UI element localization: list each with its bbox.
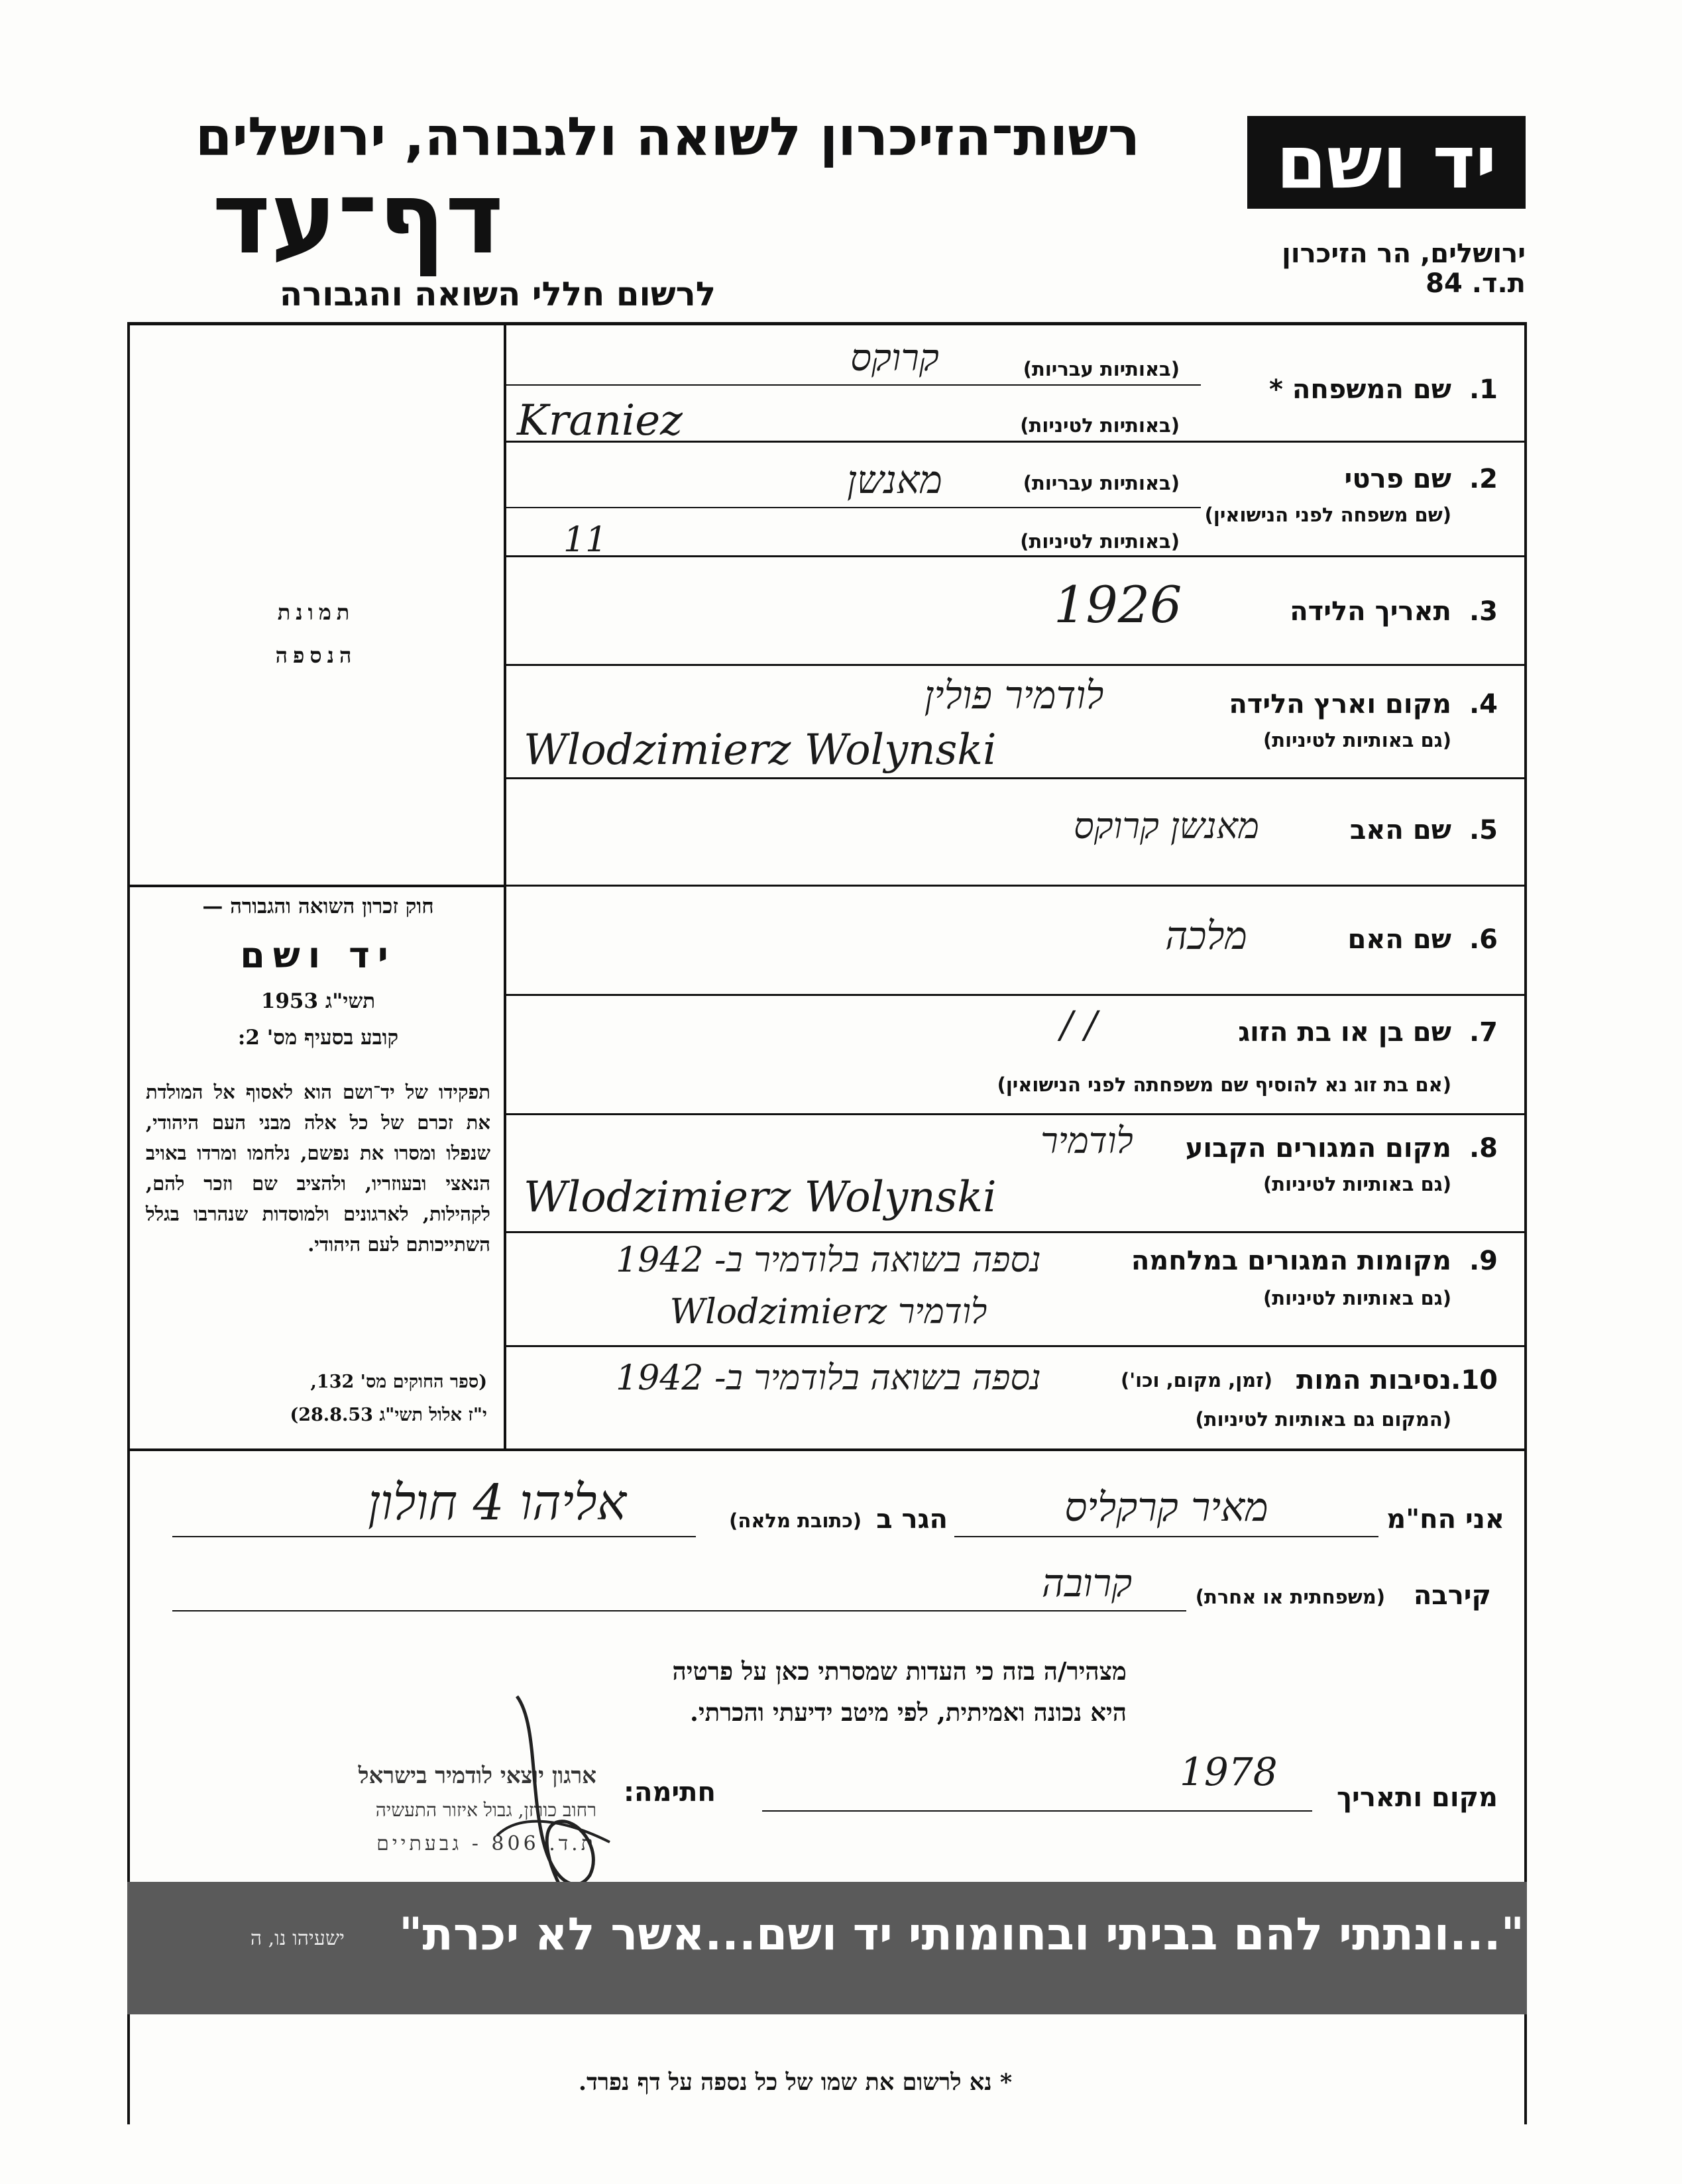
signature-label: חתימה: <box>623 1777 716 1808</box>
f6-value[interactable]: מלכה <box>1165 913 1247 958</box>
f4-value-hebrew[interactable]: לודמיר פולין <box>924 673 1104 718</box>
logo-address-line1: ירושלים, הר הזיכרון <box>1282 239 1526 269</box>
f9-value-line1[interactable]: נספה בשואה בלודמיר ב- 1942 <box>616 1240 1041 1280</box>
f1-sub-heb: (באותיות עבריות) <box>1023 358 1180 380</box>
f4-value-latin[interactable]: Wlodzimierz Wolynski <box>524 726 997 775</box>
f2-value-hebrew[interactable]: מאנשן <box>847 457 942 502</box>
f4-sub: (גם באותיות לטיניות) <box>1263 729 1451 751</box>
declarant-name-line <box>954 1536 1378 1537</box>
logo-text: יד ושם <box>1276 120 1497 205</box>
f8-label: מקום המגורים הקבוע <box>1185 1133 1451 1164</box>
f10-label-paren: (זמן, מקום, וכו') <box>1121 1369 1272 1392</box>
stamp-line3: ת.ד. 806 - גבעתיים <box>376 1832 596 1855</box>
declaration-line1: מצהיר/ה בזה כי העדות שמסרתי כאן על פרטיה <box>672 1657 1127 1686</box>
f8-value-latin[interactable]: Wlodzimierz Wolynski <box>524 1173 997 1222</box>
f9-sub: (גם באותיות לטיניות) <box>1263 1287 1451 1309</box>
photo-law-divider <box>127 885 505 887</box>
place-date-line <box>762 1810 1312 1812</box>
form-title: דף־עד <box>212 161 504 276</box>
f7-value[interactable]: / / <box>1060 1004 1097 1047</box>
f2-sub-maiden: (שם משפחה לפני הנישואין) <box>1204 504 1451 526</box>
f9-value-line2[interactable]: לודמיר Wlodzimierz <box>669 1292 987 1332</box>
row-sep-3 <box>505 664 1526 666</box>
relation-value[interactable]: קרובה <box>1041 1560 1133 1606</box>
f10-sub: (המקום גם באותיות לטיניות) <box>1195 1408 1451 1431</box>
logo-address-line2: ת.ד. 84 <box>1426 268 1526 299</box>
f2-inner-line <box>505 507 1201 508</box>
signature-scribble <box>477 1683 636 1908</box>
f1-sub-lat: (באותיות לטיניות) <box>1020 414 1180 437</box>
f9-num: 9. <box>1469 1246 1498 1276</box>
frame-right <box>1524 322 1527 2124</box>
f8-sub: (גם באותיות לטיניות) <box>1263 1173 1451 1195</box>
f4-num: 4. <box>1469 689 1498 720</box>
f1-label: שם המשפחה * <box>1269 374 1451 405</box>
f1-value-hebrew[interactable]: קרוקס <box>850 337 939 380</box>
declarant-address-line <box>172 1536 696 1537</box>
f3-label: תאריך הלידה <box>1290 596 1451 627</box>
f2-num: 2. <box>1469 464 1498 494</box>
relation-line <box>172 1610 1186 1611</box>
row-sep-4 <box>505 777 1526 779</box>
row-sep-7 <box>505 1113 1526 1115</box>
f2-sub-heb: (באותיות עבריות) <box>1023 472 1180 494</box>
f6-num: 6. <box>1469 924 1498 955</box>
f2-sub-lat: (באותיות לטיניות) <box>1020 530 1180 553</box>
stamp-line1: ארגון יוצאי לודמיר בישראל <box>358 1763 596 1789</box>
f10-label: נסיבות המות <box>1296 1365 1451 1395</box>
grid-bottom <box>127 1448 1526 1451</box>
f1-num: 1. <box>1469 374 1498 405</box>
declarant-name-value[interactable]: מאיר קרקליס <box>1064 1484 1268 1531</box>
photo-label-line2: הנספה <box>275 643 357 668</box>
law-ref1: (ספר החוקים מס' 132, <box>310 1372 487 1392</box>
f1-value-latin[interactable]: Kraniez <box>517 396 683 445</box>
f1-inner-line <box>505 384 1201 386</box>
declaration-line2: היא נכונה ואמיתית, לפי מיטב ידיעתי והכרתי. <box>689 1698 1127 1727</box>
declarant-i-label: אני הח"מ <box>1386 1504 1504 1535</box>
f2-label: שם פרטי <box>1344 464 1451 494</box>
f4-label: מקום וארץ הלידה <box>1229 689 1451 720</box>
declarant-resides-label: הגר ב <box>876 1504 948 1535</box>
stamp-line2: רחוב כורזן, גבול איזור התעשיה <box>375 1799 596 1821</box>
banner-quote: "...ונתתי להם בביתי ובחומותי יד ושם...אשר לא יכרת" <box>398 1908 1524 1961</box>
frame-left <box>127 322 130 2124</box>
f9-label: מקומות המגורים במלחמה <box>1131 1246 1451 1276</box>
law-name: יד ושם <box>240 934 396 976</box>
f3-num: 3. <box>1469 596 1498 627</box>
place-date-value[interactable]: 1978 <box>1180 1749 1278 1794</box>
row-sep-6 <box>505 994 1526 996</box>
row-sep-9 <box>505 1345 1526 1347</box>
row-sep-5 <box>505 885 1526 887</box>
f3-value[interactable]: 1926 <box>1054 575 1182 634</box>
law-clause: קובע בסעיף מס' 2: <box>237 1026 399 1050</box>
place-date-label: מקום ותאריך <box>1336 1782 1498 1813</box>
law-ref2: י"ז אלול תשי"ג 28.8.53) <box>290 1405 487 1425</box>
form-subtitle: לרשום חללי השואה והגבורה <box>279 275 716 313</box>
law-body: תפקידו של יד־ושם הוא לאסוף אל המולדת את זכרם של כל אלה מבני העם היהודי, שנפלו ומסרו את נפשם, נלחמו ומרדו באויב הנאצי ובעוזריו, ולהציב שם וזכר להם, לקהילות, לארגונים ולמוסדות שנהרבו בגלל השתייכותם לעם היהודי. <box>146 1081 490 1256</box>
law-year: תשי"ג 1953 <box>260 989 376 1013</box>
relation-label: קירבה <box>1413 1580 1491 1611</box>
f10-num: 10. <box>1451 1365 1498 1395</box>
row-sep-8 <box>505 1231 1526 1233</box>
f7-sub: (אם בת זוג נא להוסיף שם משפחתה לפני הנישואין) <box>997 1073 1451 1096</box>
f5-value[interactable]: מאנשן קרוקס <box>1074 805 1259 847</box>
f7-label: שם בן או בת הזוג <box>1238 1017 1451 1048</box>
footnote: * נא לרשום את שמו של כל נספה על דף נפרד. <box>578 2069 1013 2096</box>
f5-num: 5. <box>1469 815 1498 846</box>
row-sep-2 <box>505 555 1526 557</box>
photo-label-line1: תמונת <box>277 600 355 625</box>
f2-value-latin[interactable]: 11 <box>563 520 608 560</box>
law-title: חוק זכרון השואה והגבורה — <box>202 895 434 918</box>
f5-label: שם האב <box>1349 815 1451 846</box>
header-rule <box>127 322 1526 325</box>
relation-paren: (משפחתית או אחרת) <box>1195 1586 1385 1608</box>
f6-label: שם האם <box>1347 924 1451 955</box>
banner-source: ישעיהו נו, ה <box>250 1927 345 1950</box>
f8-num: 8. <box>1469 1133 1498 1164</box>
f7-num: 7. <box>1469 1017 1498 1048</box>
f10-value[interactable]: נספה בשואה בלודמיר ב- 1942 <box>616 1358 1041 1398</box>
authority-title: רשות־הזיכרון לשואה ולגבורה, ירושלים <box>195 106 1140 168</box>
f8-value-hebrew[interactable]: לודמיר <box>1040 1120 1133 1162</box>
declarant-address-value[interactable]: אליהו 4 חולון <box>367 1474 626 1531</box>
declarant-address-paren: (כתובת מלאה) <box>729 1509 862 1532</box>
